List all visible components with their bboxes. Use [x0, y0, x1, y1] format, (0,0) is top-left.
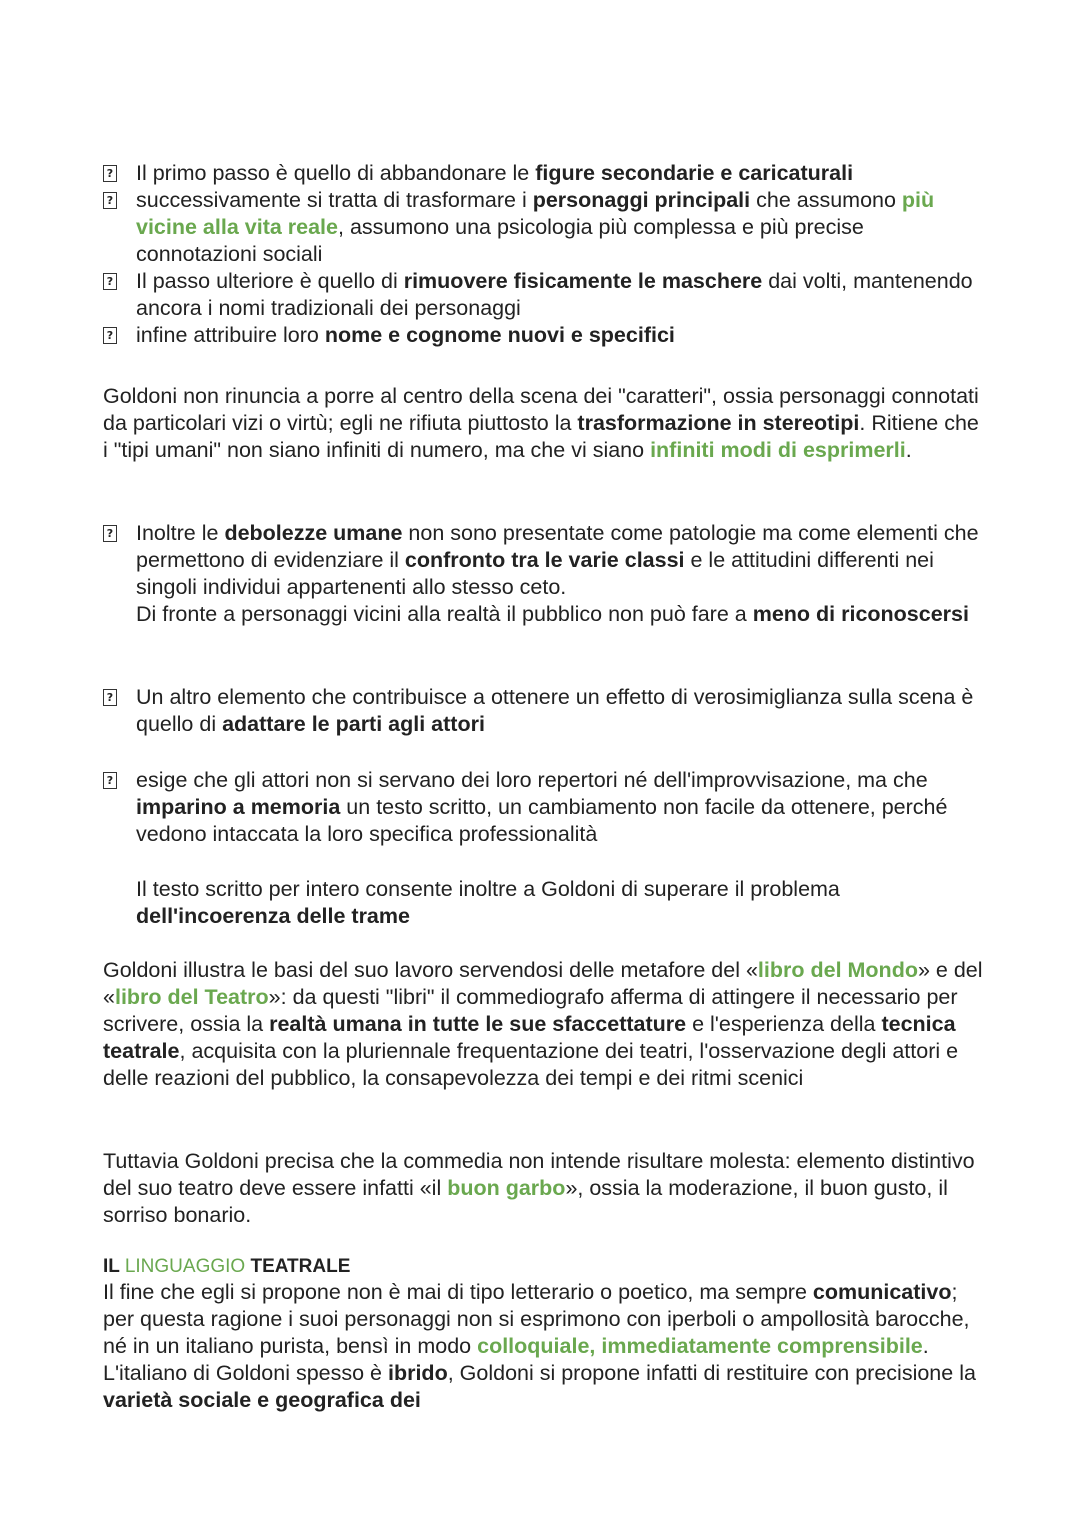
paragraph-buon-garbo: Tuttavia Goldoni precisa che la commedia non intende risultare molesta: elemento distintivo del suo teatro deve essere infatti «il buon garbo», ossia la moderazione, il buon gusto, il sorriso bonario.	[103, 1149, 975, 1227]
bullet-box-icon: ?	[103, 273, 117, 290]
bullet-debolezze	[103, 520, 983, 628]
list-item: ? Un altro elemento che contribuisce a ottenere un effetto di verosimiglianza sulla scena è quello di adattare le parti agli attori	[103, 684, 983, 738]
list-item: ? successivamente si tratta di trasformare i personaggi principali che assumono più vicine alla vita reale, assumono una psicologia più complessa e più precise connotazioni sociali	[103, 187, 983, 268]
bullet-box-icon: ?	[103, 192, 117, 209]
bullet-list-1	[103, 160, 983, 349]
bullet-box-icon: ?	[103, 525, 117, 542]
bullet-memoria	[103, 767, 983, 848]
list-item: ? infine attribuire loro nome e cognome nuovi e specifici	[103, 322, 983, 349]
bullet-box-icon: ?	[103, 327, 117, 344]
indented-note: Il testo scritto per intero consente inoltre a Goldoni di superare il problema dell'incoerenza delle trame	[136, 877, 840, 928]
paragraph-libri: Goldoni illustra le basi del suo lavoro servendosi delle metafore del «libro del Mondo» e del «libro del Teatro»: da questi "libri" il commediografo afferma di attingere il necessario per scrivere, ossia la realtà umana in tutte le sue sfaccettature e l'esperienza della tecnica teatrale, acquisita con la pluriennale frequentazione dei teatri, l'osservazione degli attori e delle reazioni del pubblico, la consapevolezza dei tempi e dei ritmi scenici	[103, 958, 983, 1090]
bullet-box-icon: ?	[103, 689, 117, 706]
bullet-adattare	[103, 684, 983, 738]
list-item: ? Il primo passo è quello di abbandonare le figure secondarie e caricaturali	[103, 160, 983, 187]
section-heading: IL LINGUAGGIO TEATRALE	[103, 1256, 351, 1277]
bullet-box-icon: ?	[103, 165, 117, 182]
bullet-box-icon: ?	[103, 772, 117, 789]
paragraph-caratteri: Goldoni non rinuncia a porre al centro della scena dei "caratteri", ossia personaggi connotati da particolari vizi o virtù; egli ne rifiuta piuttosto la trasformazione in stereotipi. Ritiene che i "tipi umani" non siano infiniti di numero, ma che vi siano infiniti modi di esprimerli.	[103, 384, 979, 462]
paragraph-linguaggio: Il fine che egli si propone non è mai di tipo letterario o poetico, ma sempre comunicativo; per questa ragione i suoi personaggi non si esprimono con iperboli o ampollosità barocche, né in un italiano purista, bensì in modo colloquiale, immediatamente comprensibile. L'italiano di Goldoni spesso è ibrido, Goldoni si propone infatti di restituire con precisione la varietà sociale e geografica dei	[103, 1280, 976, 1412]
list-item: ? esige che gli attori non si servano dei loro repertori né dell'improvvisazione, ma che imparino a memoria un testo scritto, un cambiamento non facile da ottenere, perché vedono intaccata la loro specifica professionalità	[103, 767, 983, 848]
list-item: ? Inoltre le debolezze umane non sono presentate come patologie ma come elementi che permettono di evidenziare il confronto tra le varie classi e le attitudini differenti nei singoli individui appartenenti allo stesso ceto. Di fronte a personaggi vicini alla realtà il pubblico non può fare a meno di riconoscersi	[103, 520, 983, 628]
list-item: ? Il passo ulteriore è quello di rimuovere fisicamente le maschere dai volti, mantenendo ancora i nomi tradizionali dei personaggi	[103, 268, 983, 322]
